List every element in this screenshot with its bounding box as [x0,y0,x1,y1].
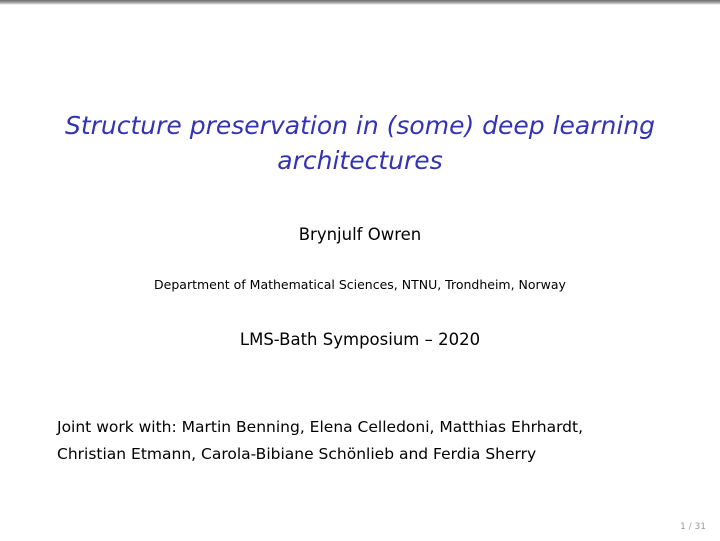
slide-title: Structure preservation in (some) deep learning architectures [64,111,656,175]
joint-work-note [57,414,697,468]
page-number: 1 / 31 [680,522,706,532]
author-name: Brynjulf Owren [298,225,422,244]
joint-work-line: Christian Etmann, Carola-Bibiane Schönlieb and Ferdia Sherry [57,445,537,463]
event-date: LMS-Bath Symposium – 2020 [239,330,481,349]
joint-work-line: Joint work with: Martin Benning, Elena Celledoni, Matthias Ehrhardt, [57,418,584,436]
top-header-rule [0,0,720,5]
author-affiliation: Department of Mathematical Sciences, NTNU, Trondheim, Norway [154,277,566,292]
